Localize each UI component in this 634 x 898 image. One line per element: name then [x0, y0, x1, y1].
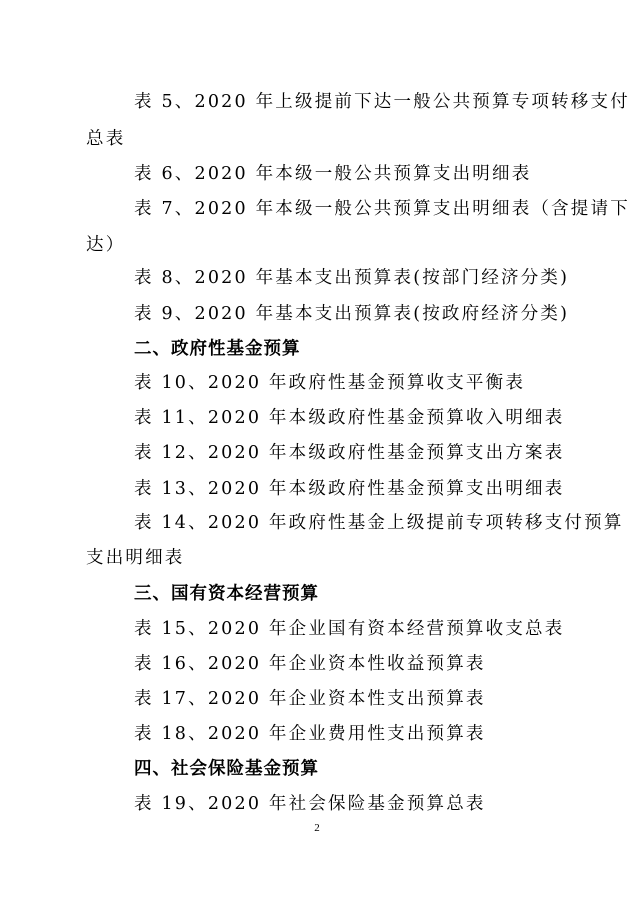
table-list-item: 表 13、2020 年本级政府性基金预算支出明细表: [134, 479, 565, 499]
table-list-item: 表 11、2020 年本级政府性基金预算收入明细表: [134, 408, 565, 428]
table-list-item: 表 12、2020 年本级政府性基金预算支出方案表: [134, 443, 565, 463]
table-list-item: 表 17、2020 年企业资本性支出预算表: [134, 689, 486, 709]
table-list-item: 表 8、2020 年基本支出预算表(按部门经济分类): [134, 268, 570, 288]
table-list-item: 表 5、2020 年上级提前下达一般公共预算专项转移支付: [134, 92, 630, 112]
section-heading: 四、社会保险基金预算: [134, 759, 319, 779]
section-heading: 二、政府性基金预算: [134, 339, 301, 359]
table-list-item: 表 16、2020 年企业资本性收益预算表: [134, 654, 486, 674]
table-list-item: 表 18、2020 年企业费用性支出预算表: [134, 724, 486, 744]
table-list-item-continuation: 支出明细表: [86, 548, 185, 568]
page-number: 2: [314, 822, 320, 834]
table-list-item: 表 10、2020 年政府性基金预算收支平衡表: [134, 373, 526, 393]
section-heading: 三、国有资本经营预算: [134, 584, 319, 604]
table-list-item: 表 19、2020 年社会保险基金预算总表: [134, 794, 486, 814]
table-list-item: 表 6、2020 年本级一般公共预算支出明细表: [134, 164, 532, 184]
table-list-item: 表 14、2020 年政府性基金上级提前专项转移支付预算: [134, 513, 624, 533]
table-list-item: 表 9、2020 年基本支出预算表(按政府经济分类): [134, 304, 570, 324]
table-list-item-continuation: 达）: [86, 235, 126, 255]
table-list-item: 表 15、2020 年企业国有资本经营预算收支总表: [134, 619, 565, 639]
table-list-item: 表 7、2020 年本级一般公共预算支出明细表（含提请下: [134, 199, 630, 219]
table-list-item-continuation: 总表: [86, 129, 126, 149]
